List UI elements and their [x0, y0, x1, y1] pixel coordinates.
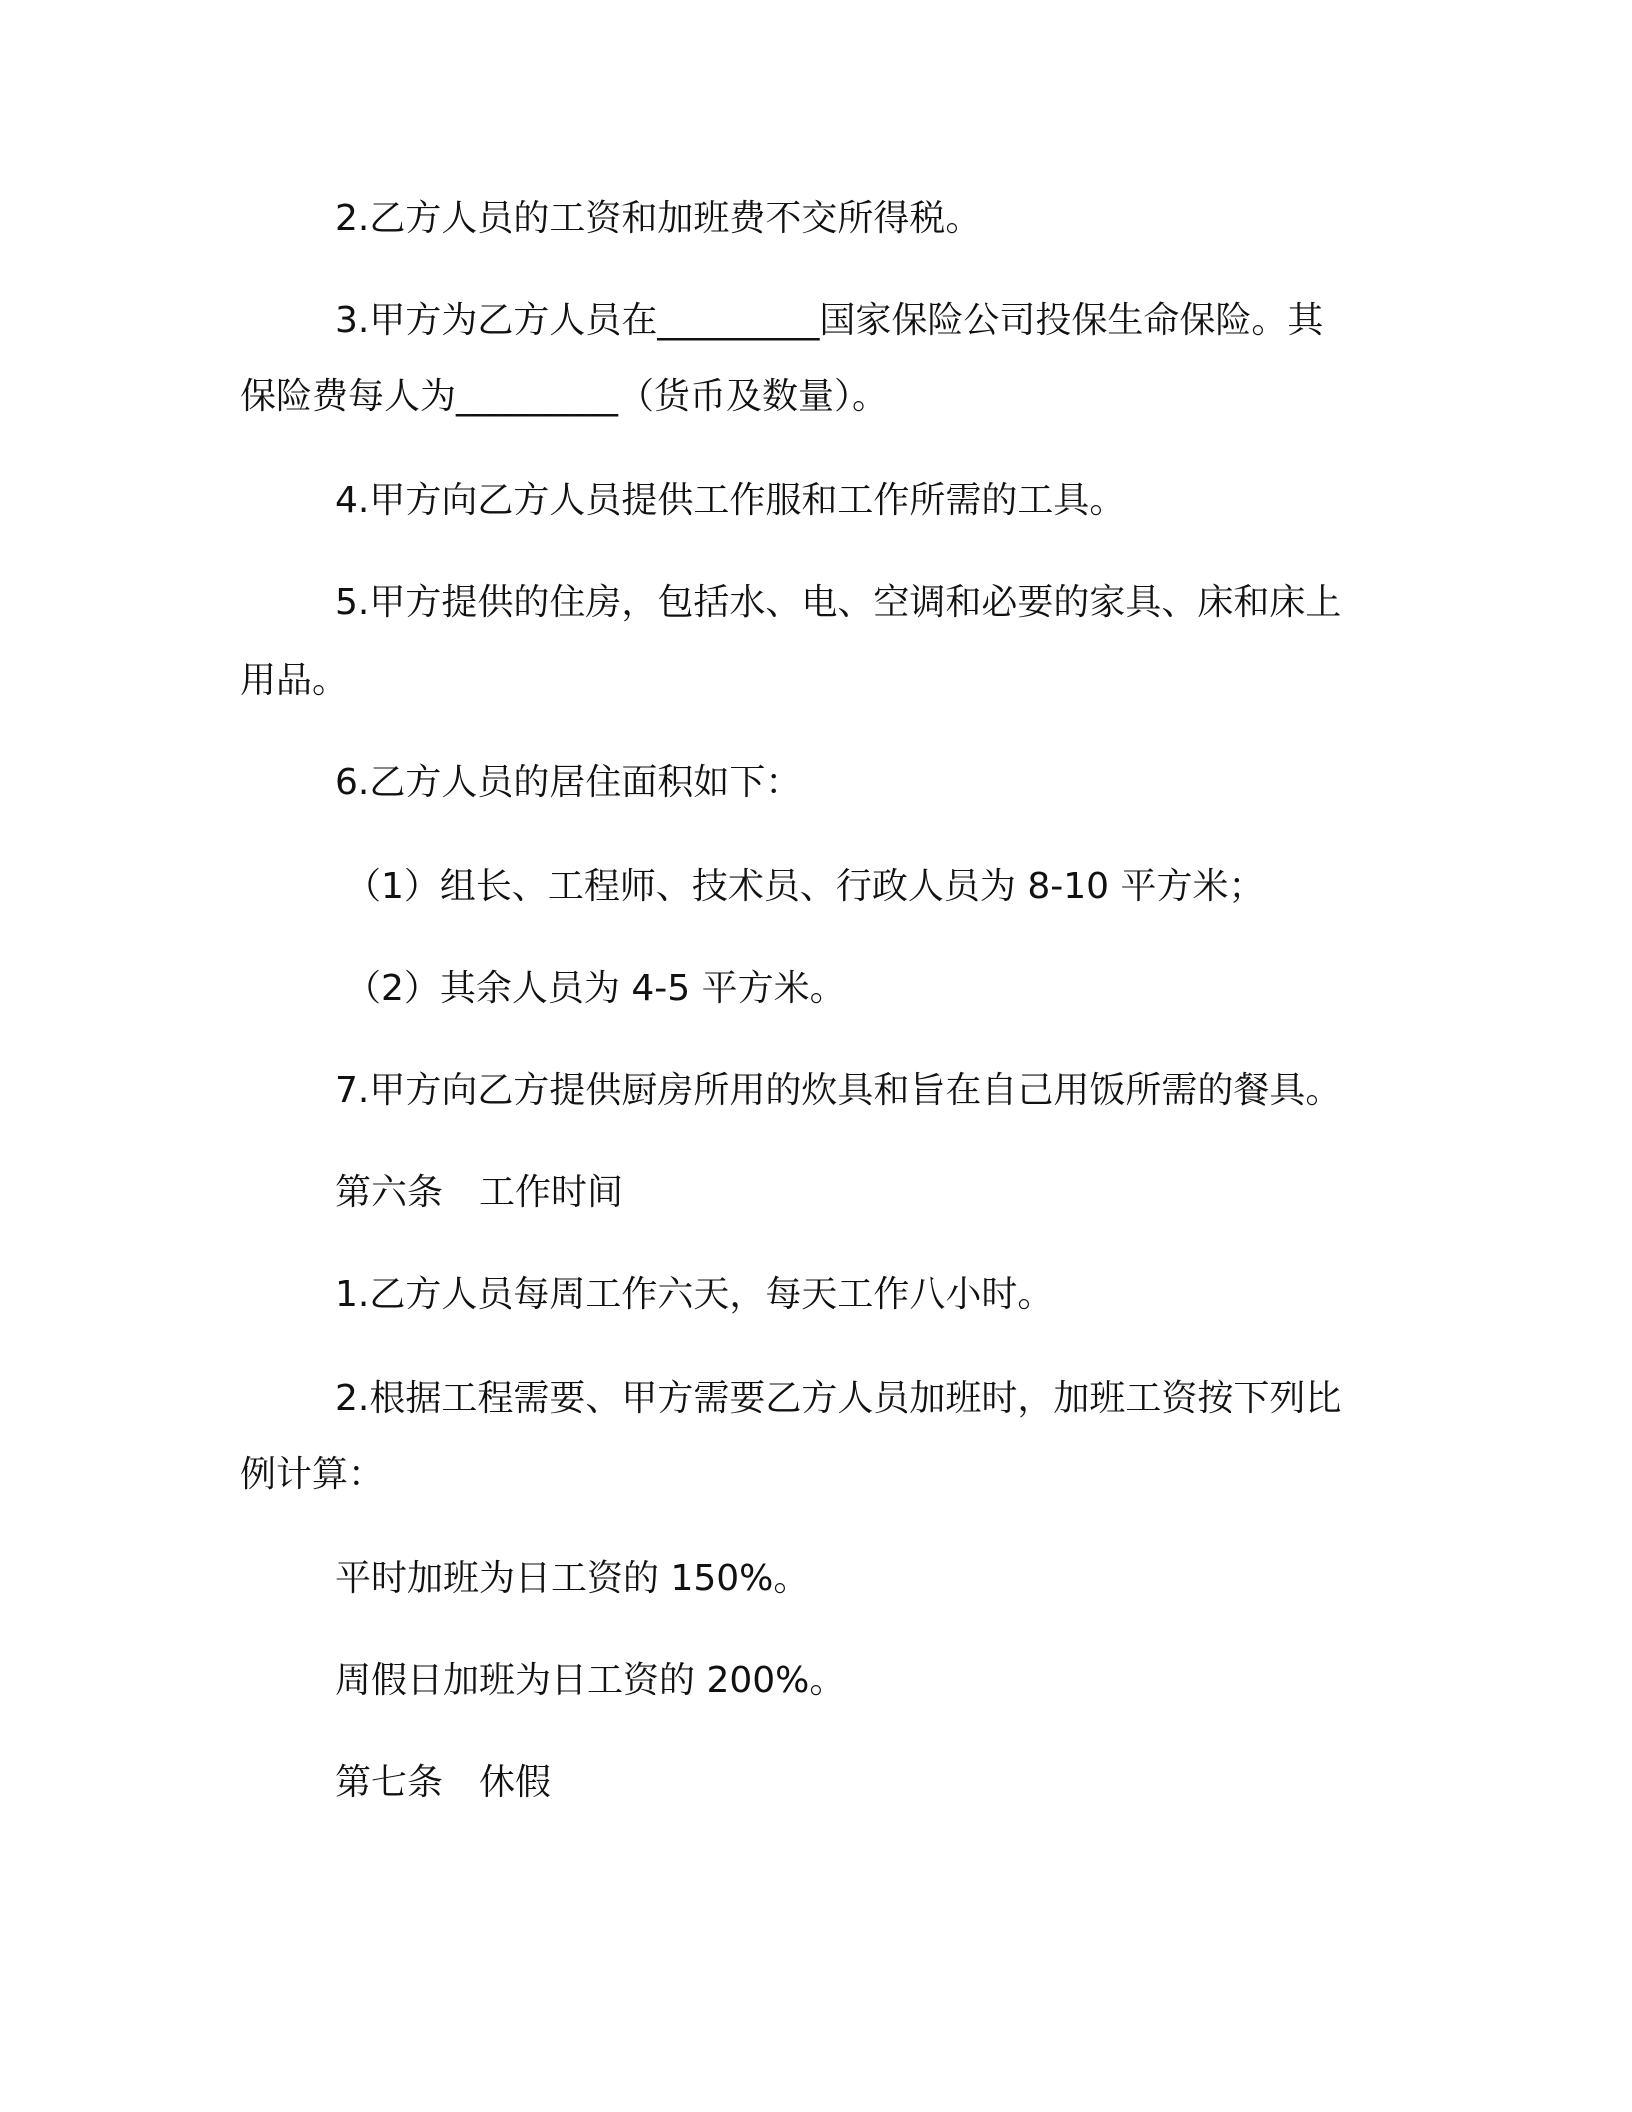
clause-5-item-6: 6.乙方人员的居住面积如下： [335, 762, 802, 803]
clause-5-item-6-sub-2: （2）其余人员为 4-5 平方米。 [345, 968, 846, 1009]
clause-5-item-2: 2.乙方人员的工资和加班费不交所得税。 [335, 198, 982, 239]
clause-5-item-5-line-1: 5.甲方提供的住房，包括水、电、空调和必要的家具、床和床上 [335, 582, 1342, 623]
clause-6-item-1: 1.乙方人员每周工作六天，每天工作八小时。 [335, 1274, 1054, 1315]
clause-5-item-3-line-1: 3.甲方为乙方人员在_________国家保险公司投保生命保险。其 [335, 300, 1324, 341]
clause-5-item-4: 4.甲方向乙方人员提供工作服和工作所需的工具。 [335, 480, 1126, 521]
overtime-normal-rate: 平时加班为日工资的 150%。 [335, 1558, 810, 1599]
clause-6-item-2-line-1: 2.根据工程需要、甲方需要乙方人员加班时，加班工资按下列比 [335, 1378, 1342, 1419]
clause-5-item-7: 7.甲方向乙方提供厨房所用的炊具和旨在自己用饭所需的餐具。 [335, 1070, 1342, 1111]
clause-7-heading: 第七条 休假 [335, 1762, 552, 1803]
overtime-holiday-rate: 周假日加班为日工资的 200%。 [335, 1660, 846, 1701]
clause-5-item-5-line-2: 用品。 [240, 660, 349, 701]
clause-6-heading: 第六条 工作时间 [335, 1172, 624, 1213]
clause-6-item-2-line-2: 例计算： [240, 1454, 385, 1495]
clause-5-item-6-sub-1: （1）组长、工程师、技术员、行政人员为 8-10 平方米； [345, 866, 1265, 907]
clause-5-item-3-line-2: 保险费每人为_________（货币及数量）。 [240, 376, 889, 417]
